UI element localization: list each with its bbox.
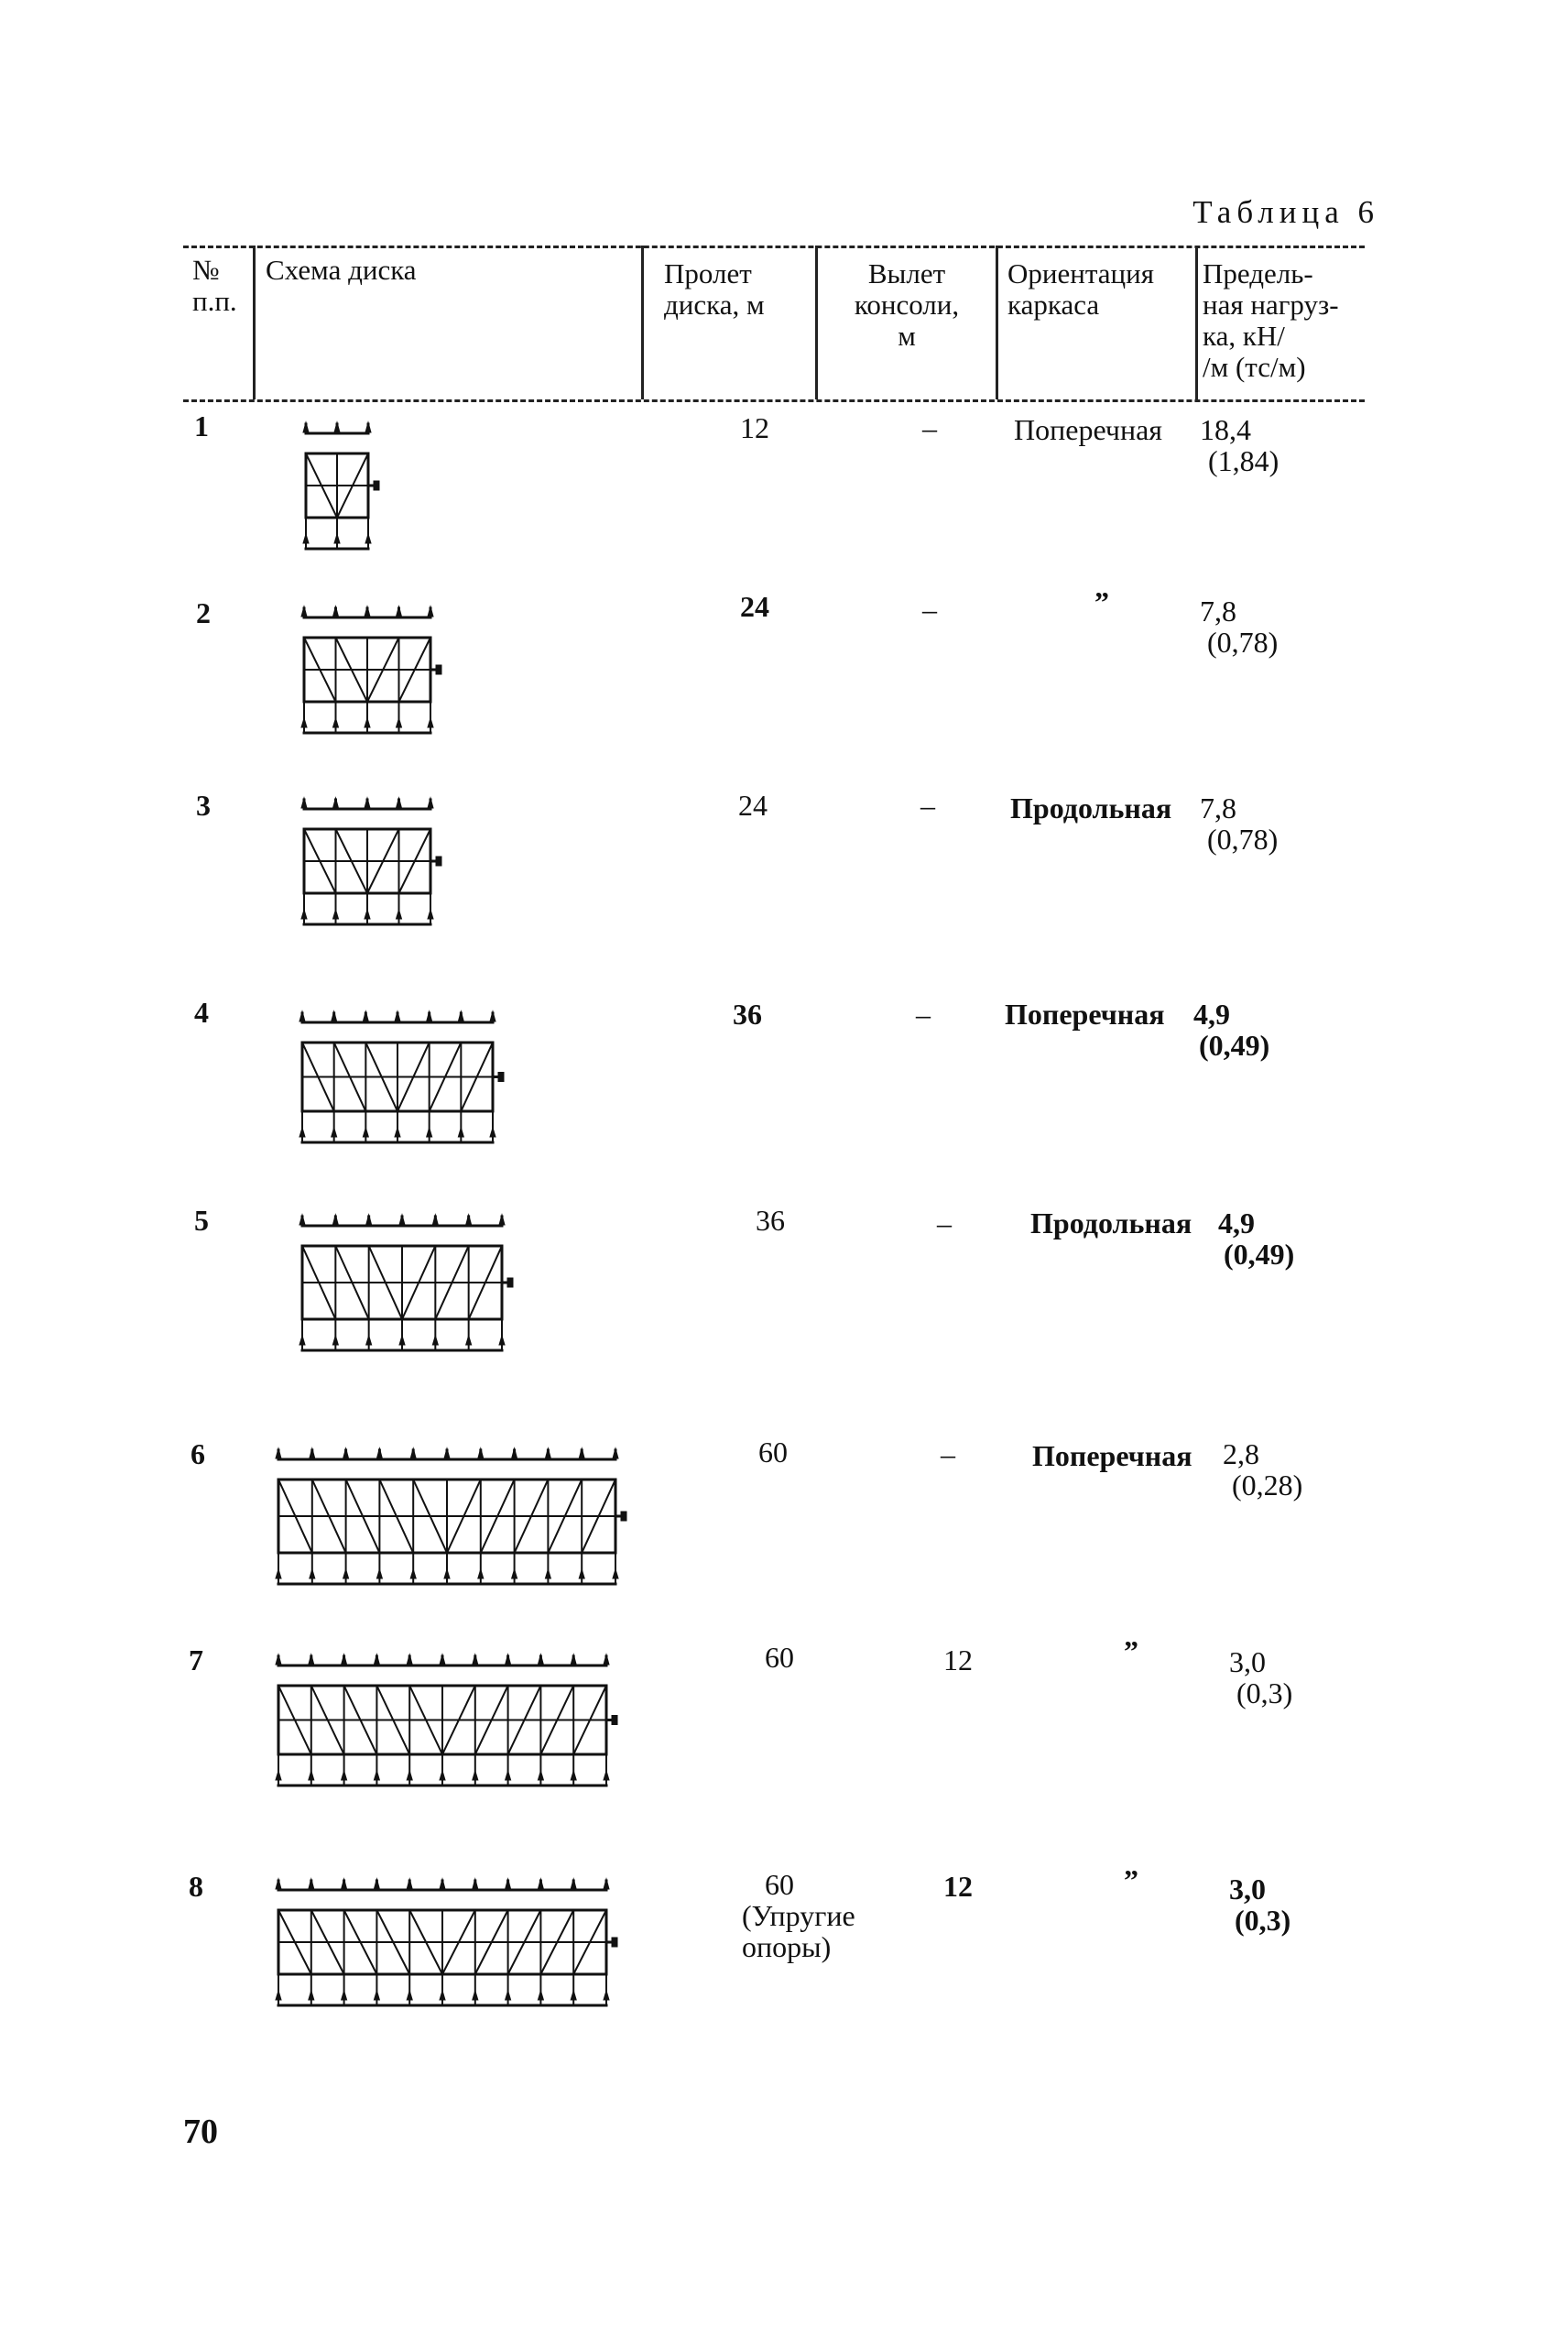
load-value [1200, 414, 1291, 476]
row-number: 1 [194, 410, 209, 442]
load-line: (0,49) [1224, 1238, 1295, 1271]
orientation-value: ” [1124, 1863, 1138, 1896]
span-line: (Упругие [742, 1899, 855, 1932]
support-arrow [506, 1771, 511, 1780]
support-arrow [395, 1128, 400, 1137]
support-arrow [397, 718, 402, 727]
load-line: 3,0 [1229, 1873, 1266, 1906]
disk-scheme [302, 417, 385, 554]
load-value [1200, 792, 1278, 855]
span-value [742, 1869, 855, 1962]
orientation-value: Поперечная [1014, 413, 1162, 446]
support-arrow [473, 1771, 478, 1780]
load-value [1229, 1646, 1292, 1709]
load-line: (0,49) [1199, 1029, 1270, 1062]
page-number: 70 [183, 2113, 218, 2151]
disk-scheme [300, 601, 447, 738]
header-divider [996, 246, 998, 399]
cantilever-value: – [922, 411, 937, 444]
span-value [758, 1436, 788, 1468]
header-cantilever [829, 258, 985, 352]
load-line: 3,0 [1229, 1645, 1266, 1678]
span-line: 60 [765, 1868, 794, 1901]
support-arrow [506, 1991, 511, 2000]
support-arrow [276, 1991, 281, 2000]
span-value [740, 412, 769, 443]
support-arrow [466, 1336, 472, 1345]
header-divider [815, 246, 818, 399]
row-number: 4 [194, 996, 209, 1029]
support-arrow [579, 1569, 584, 1578]
disk-scheme [299, 1006, 509, 1148]
header-top-rule [183, 246, 1365, 248]
support-arrow [363, 1128, 368, 1137]
header-line: консоли, [854, 289, 960, 321]
support-arrow [571, 1771, 576, 1780]
header-line: Пролет [664, 257, 752, 289]
support-arrow [410, 1569, 416, 1578]
support-arrow [571, 1991, 576, 2000]
load-value [1218, 1207, 1294, 1270]
header-line: Ориентация [1007, 257, 1154, 289]
row-number: 6 [191, 1437, 205, 1470]
row-number: 3 [196, 789, 211, 822]
span-line: 60 [765, 1641, 794, 1674]
header-scheme [266, 255, 417, 286]
header-orientation [1007, 258, 1154, 321]
load-line: 7,8 [1200, 595, 1236, 628]
support-arrow [427, 1128, 432, 1137]
support-arrow [440, 1771, 445, 1780]
disk-scheme [299, 1209, 518, 1356]
support-arrow [342, 1771, 347, 1780]
support-arrow [458, 1128, 463, 1137]
load-line: 7,8 [1200, 792, 1236, 824]
span-line: 60 [758, 1436, 788, 1469]
span-line: 12 [740, 411, 769, 444]
load-value [1223, 1438, 1302, 1501]
header-line: № [192, 254, 220, 286]
support-arrow [440, 1991, 445, 2000]
header-span [664, 258, 765, 321]
support-arrow [332, 1336, 338, 1345]
span-line: 24 [740, 590, 769, 623]
support-arrow [310, 1569, 315, 1578]
load-line: 2,8 [1223, 1437, 1259, 1470]
support-arrow [365, 534, 371, 543]
support-arrow [428, 718, 433, 727]
support-arrow [343, 1569, 349, 1578]
table-caption: Таблица 6 [1192, 194, 1379, 230]
disk-scheme [275, 1443, 632, 1589]
orientation-value: ” [1094, 585, 1109, 618]
orientation-value: Продольная [1030, 1207, 1192, 1239]
load-line: (0,78) [1207, 823, 1279, 856]
header-line: Вылет [867, 257, 946, 289]
support-arrow [538, 1771, 543, 1780]
support-arrow [545, 1569, 550, 1578]
side-connector-head [374, 481, 379, 490]
header-divider [1195, 246, 1198, 399]
header-line: диска, м [664, 289, 765, 321]
support-arrow [309, 1991, 314, 2000]
cantilever-value: – [920, 789, 935, 822]
load-line: (0,3) [1236, 1676, 1293, 1709]
span-line: 24 [738, 789, 768, 822]
support-arrow [333, 718, 339, 727]
support-arrow [365, 910, 370, 919]
support-arrow [334, 534, 340, 543]
span-value [740, 591, 769, 622]
header-line: м [898, 320, 916, 352]
support-arrow [499, 1336, 505, 1345]
support-arrow [397, 910, 402, 919]
cantilever-value: – [941, 1437, 955, 1470]
support-arrow [309, 1771, 314, 1780]
load-line: (0,3) [1235, 1904, 1291, 1937]
span-value [738, 790, 768, 821]
cantilever-value: – [916, 998, 931, 1031]
header-line: ка, кН/ [1203, 320, 1285, 352]
side-connector-head [436, 665, 441, 674]
header-num [192, 255, 237, 317]
support-arrow [299, 1336, 305, 1345]
span-line: 36 [756, 1204, 785, 1237]
span-value [756, 1205, 785, 1236]
support-arrow [604, 1771, 609, 1780]
header-line: Предель- [1203, 257, 1313, 289]
header-divider [641, 246, 644, 399]
support-arrow [399, 1336, 405, 1345]
cantilever-value: – [922, 593, 937, 626]
support-arrow [490, 1128, 495, 1137]
row-number: 7 [189, 1643, 203, 1676]
support-arrow [478, 1569, 484, 1578]
support-arrow [303, 534, 309, 543]
side-connector-head [436, 857, 441, 866]
support-arrow [333, 910, 339, 919]
support-arrow [365, 718, 370, 727]
disk-scheme [300, 792, 447, 930]
support-arrow [374, 1991, 379, 2000]
load-line: 4,9 [1193, 998, 1230, 1031]
support-arrow [538, 1991, 543, 2000]
load-line: (0,28) [1232, 1469, 1303, 1502]
support-arrow [432, 1336, 438, 1345]
orientation-value: Поперечная [1032, 1439, 1192, 1472]
header-line: п.п. [192, 285, 237, 317]
header-line: Схема диска [266, 254, 417, 286]
load-value [1200, 595, 1278, 658]
cantilever-value: 12 [943, 1643, 973, 1676]
disk-scheme [275, 1649, 623, 1791]
header-load [1203, 258, 1339, 383]
load-line: (1,84) [1208, 444, 1279, 477]
header-line: каркаса [1007, 289, 1100, 321]
side-connector-head [621, 1512, 626, 1521]
load-line: 18,4 [1200, 413, 1251, 446]
cantilever-value: 12 [943, 1870, 973, 1903]
support-arrow [299, 1128, 305, 1137]
support-arrow [276, 1569, 281, 1578]
side-connector-head [612, 1938, 617, 1947]
orientation-value: ” [1124, 1634, 1138, 1667]
span-line: 36 [733, 998, 762, 1031]
load-line: (0,78) [1207, 626, 1279, 659]
side-connector-head [507, 1278, 513, 1287]
orientation-value: Поперечная [1005, 998, 1165, 1031]
row-number: 2 [196, 596, 211, 629]
header-line: ная нагруз- [1203, 289, 1339, 321]
row-number: 8 [189, 1870, 203, 1903]
span-value [733, 999, 762, 1030]
support-arrow [366, 1336, 372, 1345]
support-arrow [342, 1991, 347, 2000]
header-line: /м (тс/м) [1203, 351, 1306, 383]
support-arrow [604, 1991, 609, 2000]
header-divider [253, 246, 256, 399]
span-value [765, 1642, 794, 1673]
row-number: 5 [194, 1204, 209, 1237]
disk-scheme [275, 1873, 623, 2011]
support-arrow [374, 1771, 379, 1780]
support-arrow [407, 1991, 412, 2000]
cantilever-value: – [937, 1207, 952, 1239]
header-bottom-rule [183, 399, 1365, 402]
support-arrow [376, 1569, 382, 1578]
load-value [1229, 1873, 1290, 1936]
support-arrow [428, 910, 433, 919]
side-connector-head [612, 1716, 617, 1725]
span-line: опоры) [742, 1930, 832, 1963]
orientation-value: Продольная [1010, 792, 1172, 824]
support-arrow [276, 1771, 281, 1780]
support-arrow [301, 718, 307, 727]
support-arrow [444, 1569, 450, 1578]
support-arrow [473, 1991, 478, 2000]
load-value [1193, 999, 1269, 1061]
support-arrow [301, 910, 307, 919]
support-arrow [407, 1771, 412, 1780]
support-arrow [613, 1569, 618, 1578]
support-arrow [332, 1128, 337, 1137]
load-line: 4,9 [1218, 1207, 1255, 1239]
support-arrow [512, 1569, 517, 1578]
side-connector-head [498, 1073, 504, 1082]
